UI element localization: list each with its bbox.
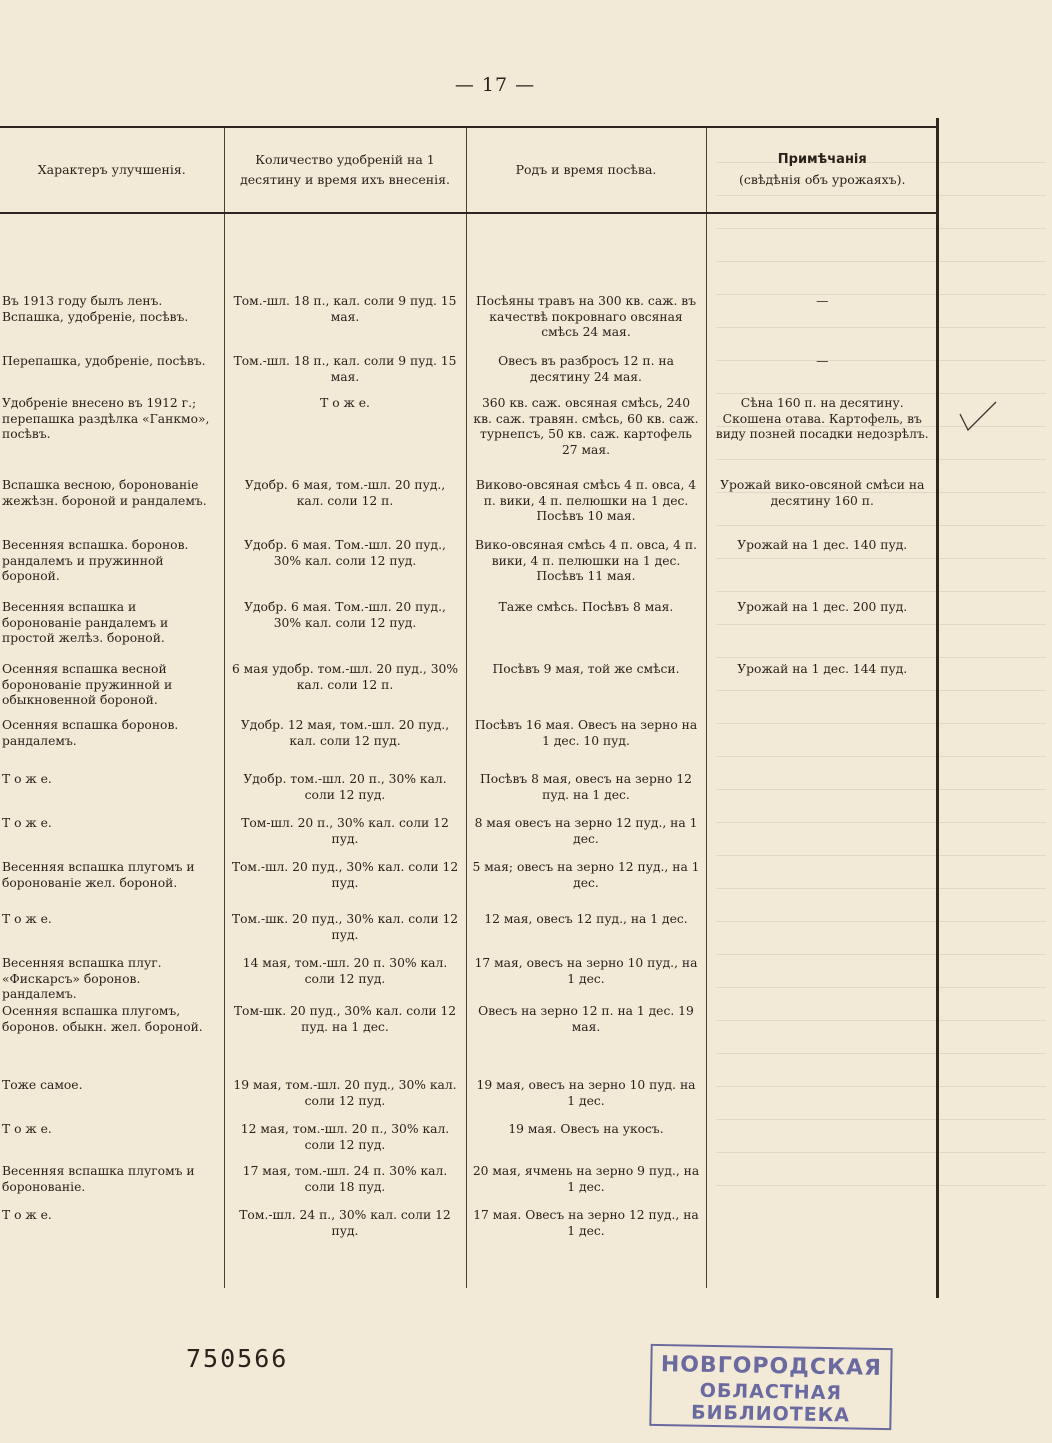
cell-improvement: Т о ж е. (2, 772, 52, 786)
cell-notes: Урожай вико-овсяной смѣси на десятину 160 п. (706, 478, 938, 538)
cell-notes (706, 860, 938, 912)
table-row (0, 1004, 938, 1078)
table-row (0, 538, 938, 600)
cell-sowing: 8 мая овесъ на зерно 12 пуд., на 1 дес. (466, 816, 706, 860)
checkmark-icon (958, 400, 998, 434)
cell-sowing: Таже смѣсь. Посѣвъ 8 мая. (466, 600, 706, 662)
table-row (0, 354, 938, 396)
cell-fertilizer: Удобр. 6 мая, том.-шл. 20 пуд., кал. соли 12 п. (224, 478, 466, 538)
cell-notes (706, 718, 938, 772)
cell-fertilizer: Удобр. 6 мая. Том.-шл. 20 пуд., 30% кал. соли 12 пуд. (224, 538, 466, 600)
improvements-table (0, 126, 938, 1288)
cell-notes (706, 1004, 938, 1078)
cell-fertilizer: Том.-шл. 24 п., 30% кал. соли 12 пуд. (224, 1208, 466, 1248)
header-notes-title: Примѣчанія (777, 152, 867, 167)
table-row (0, 912, 938, 956)
cell-improvement: Т о ж е. (2, 1122, 52, 1136)
cell-sowing: 19 мая, овесъ на зерно 10 пуд. на 1 дес. (466, 1078, 706, 1122)
cell-fertilizer: 19 мая, том.-шл. 20 пуд., 30% кал. соли 12 пуд. (224, 1078, 466, 1122)
cell-notes (706, 1078, 938, 1122)
stamp-line-2: ОБЛАСТНАЯ БИБЛИОТЕКА (690, 1379, 851, 1427)
table-row (0, 772, 938, 816)
table-row (0, 294, 938, 354)
table-row (0, 600, 938, 662)
page-number: — 17 — (454, 74, 536, 96)
cell-notes (706, 956, 938, 1004)
cell-sowing: Посѣвъ 8 мая, овесъ на зерно 12 пуд. на 1 дес. (466, 772, 706, 816)
cell-improvement: Весенняя вспашка. боронов. рандалемъ и пружинной бороной. (2, 538, 189, 583)
cell-sowing: Виково-овсяная смѣсь 4 п. овса, 4 п. вики, 4 п. пелюшки на 1 дес. Посѣвъ 10 мая. (466, 478, 706, 538)
cell-fertilizer: Удобр. 12 мая, том.-шл. 20 пуд., кал. соли 12 пуд. (224, 718, 466, 772)
cell-notes (706, 772, 938, 816)
inventory-number: 750566 (186, 1344, 289, 1373)
table-row (0, 1078, 938, 1122)
cell-notes: Урожай на 1 дес. 140 пуд. (706, 538, 938, 600)
cell-fertilizer: 14 мая, том.-шл. 20 п. 30% кал. соли 12 пуд. (224, 956, 466, 1004)
header-improvement-type: Характеръ улучшенія. (0, 127, 224, 213)
cell-notes: Урожай на 1 дес. 144 пуд. (706, 662, 938, 718)
cell-sowing: 19 мая. Овесъ на укосъ. (466, 1122, 706, 1164)
cell-notes (706, 1122, 938, 1164)
cell-sowing: 360 кв. саж. овсяная смѣсь, 240 кв. саж. травян. смѣсь, 60 кв. саж. турнепсъ, 50 кв. саж. картофель 27 мая. (466, 396, 706, 478)
cell-improvement: Перепашка, удобреніе, посѣвъ. (2, 354, 206, 368)
cell-notes: — (706, 294, 938, 354)
cell-fertilizer: 6 мая удобр. том.-шл. 20 пуд., 30% кал. соли 12 п. (224, 662, 466, 718)
cell-notes (706, 816, 938, 860)
cell-notes: Сѣна 160 п. на десятину. Скошена отава. Картофель, въ виду позней посадки недозрѣлъ. (706, 396, 938, 478)
cell-improvement: Удобреніе внесено въ 1912 г.; перепашка раздѣлка «Ганкмо», посѣвъ. (2, 396, 210, 441)
cell-fertilizer: Т о ж е. (224, 396, 466, 478)
stamp-line-1: НОВГОРОДСКАЯ (660, 1352, 883, 1381)
table-row (0, 956, 938, 1004)
cell-fertilizer: Удобр. том.-шл. 20 п., 30% кал. соли 12 пуд. (224, 772, 466, 816)
table-row (0, 860, 938, 912)
table-row (0, 1122, 938, 1164)
cell-improvement: Т о ж е. (2, 912, 52, 926)
table-row (0, 478, 938, 538)
cell-sowing: Посѣвъ 16 мая. Овесъ на зерно на 1 дес. 10 пуд. (466, 718, 706, 772)
cell-sowing: 20 мая, ячмень на зерно 9 пуд., на 1 дес. (466, 1164, 706, 1208)
cell-improvement: Весенняя вспашка и боронованіе рандалемъ и простой желѣз. бороной. (2, 600, 169, 645)
cell-improvement: Т о ж е. (2, 1208, 52, 1222)
header-fertilizer-amount: Количество удобреній на 1 десятину и время ихъ внесенія. (224, 127, 466, 213)
cell-sowing: 17 мая. Овесъ на зерно 12 пуд., на 1 дес. (466, 1208, 706, 1248)
cell-notes (706, 912, 938, 956)
cell-improvement: Осенняя вспашка весной боронованіе пружинной и обыкновенной бороной. (2, 662, 173, 707)
right-border-rule (936, 118, 939, 1298)
cell-fertilizer: Том.-шк. 20 пуд., 30% кал. соли 12 пуд. (224, 912, 466, 956)
cell-sowing: Посѣяны травъ на 300 кв. саж. въ качествѣ покровнаго овсяная смѣсь 24 мая. (466, 294, 706, 354)
header-sowing: Родъ и время посѣва. (466, 127, 706, 213)
table-row (0, 816, 938, 860)
cell-sowing: Вико-овсяная смѣсь 4 п. овса, 4 п. вики, 4 п. пелюшки на 1 дес. Посѣвъ 11 мая. (466, 538, 706, 600)
cell-improvement: Осенняя вспашка боронов. рандалемъ. (2, 718, 179, 748)
cell-fertilizer: Том.-шл. 18 п., кал. соли 9 пуд. 15 мая. (224, 354, 466, 396)
header-notes-subtitle: (свѣдѣнія объ урожаяхъ). (739, 172, 906, 187)
header-notes (706, 127, 938, 213)
cell-improvement: Весенняя вспашка плугомъ и боронованіе жел. бороной. (2, 860, 195, 890)
cell-improvement: Т о ж е. (2, 816, 52, 830)
cell-improvement: Осенняя вспашка плугомъ, боронов. обыкн. жел. бороной. (2, 1004, 203, 1034)
cell-sowing: 5 мая; овесъ на зерно 12 пуд., на 1 дес. (466, 860, 706, 912)
cell-fertilizer: Удобр. 6 мая. Том.-шл. 20 пуд., 30% кал. соли 12 пуд. (224, 600, 466, 662)
cell-notes (706, 1164, 938, 1208)
cell-fertilizer: Том-шл. 20 п., 30% кал. соли 12 пуд. (224, 816, 466, 860)
cell-sowing: Овесъ въ разбросъ 12 п. на десятину 24 мая. (466, 354, 706, 396)
cell-fertilizer: 17 мая, том.-шл. 24 п. 30% кал. соли 18 пуд. (224, 1164, 466, 1208)
cell-sowing: Овесъ на зерно 12 п. на 1 дес. 19 мая. (466, 1004, 706, 1078)
cell-fertilizer: 12 мая, том.-шл. 20 п., 30% кал. соли 12 пуд. (224, 1122, 466, 1164)
cell-notes: Урожай на 1 дес. 200 пуд. (706, 600, 938, 662)
cell-fertilizer: Том-шк. 20 пуд., 30% кал. соли 12 пуд. на 1 дес. (224, 1004, 466, 1078)
cell-sowing: 17 мая, овесъ на зерно 10 пуд., на 1 дес. (466, 956, 706, 1004)
cell-improvement: Въ 1913 году былъ ленъ. Вспашка, удобреніе, посѣвъ. (2, 294, 189, 324)
table-row (0, 396, 938, 478)
table-row (0, 1164, 938, 1208)
table-row (0, 662, 938, 718)
library-stamp (649, 1344, 892, 1430)
table-row (0, 1208, 938, 1248)
cell-fertilizer: Том.-шл. 20 пуд., 30% кал. соли 12 пуд. (224, 860, 466, 912)
cell-improvement: Тоже самое. (2, 1078, 83, 1092)
table-header-row (0, 127, 938, 213)
table-row (0, 718, 938, 772)
cell-notes: — (706, 354, 938, 396)
cell-sowing: 12 мая, овесъ 12 пуд., на 1 дес. (466, 912, 706, 956)
cell-notes (706, 1208, 938, 1248)
cell-fertilizer: Том.-шл. 18 п., кал. соли 9 пуд. 15 мая. (224, 294, 466, 354)
cell-sowing: Посѣвъ 9 мая, той же смѣси. (466, 662, 706, 718)
cell-improvement: Весенняя вспашка плуг. «Фискарсъ» боронов. рандалемъ. (2, 956, 162, 1001)
cell-improvement: Вспашка весною, боронованіе жежѣзн. бороной и рандалемъ. (2, 478, 207, 508)
cell-improvement: Весенняя вспашка плугомъ и боронованіе. (2, 1164, 195, 1194)
